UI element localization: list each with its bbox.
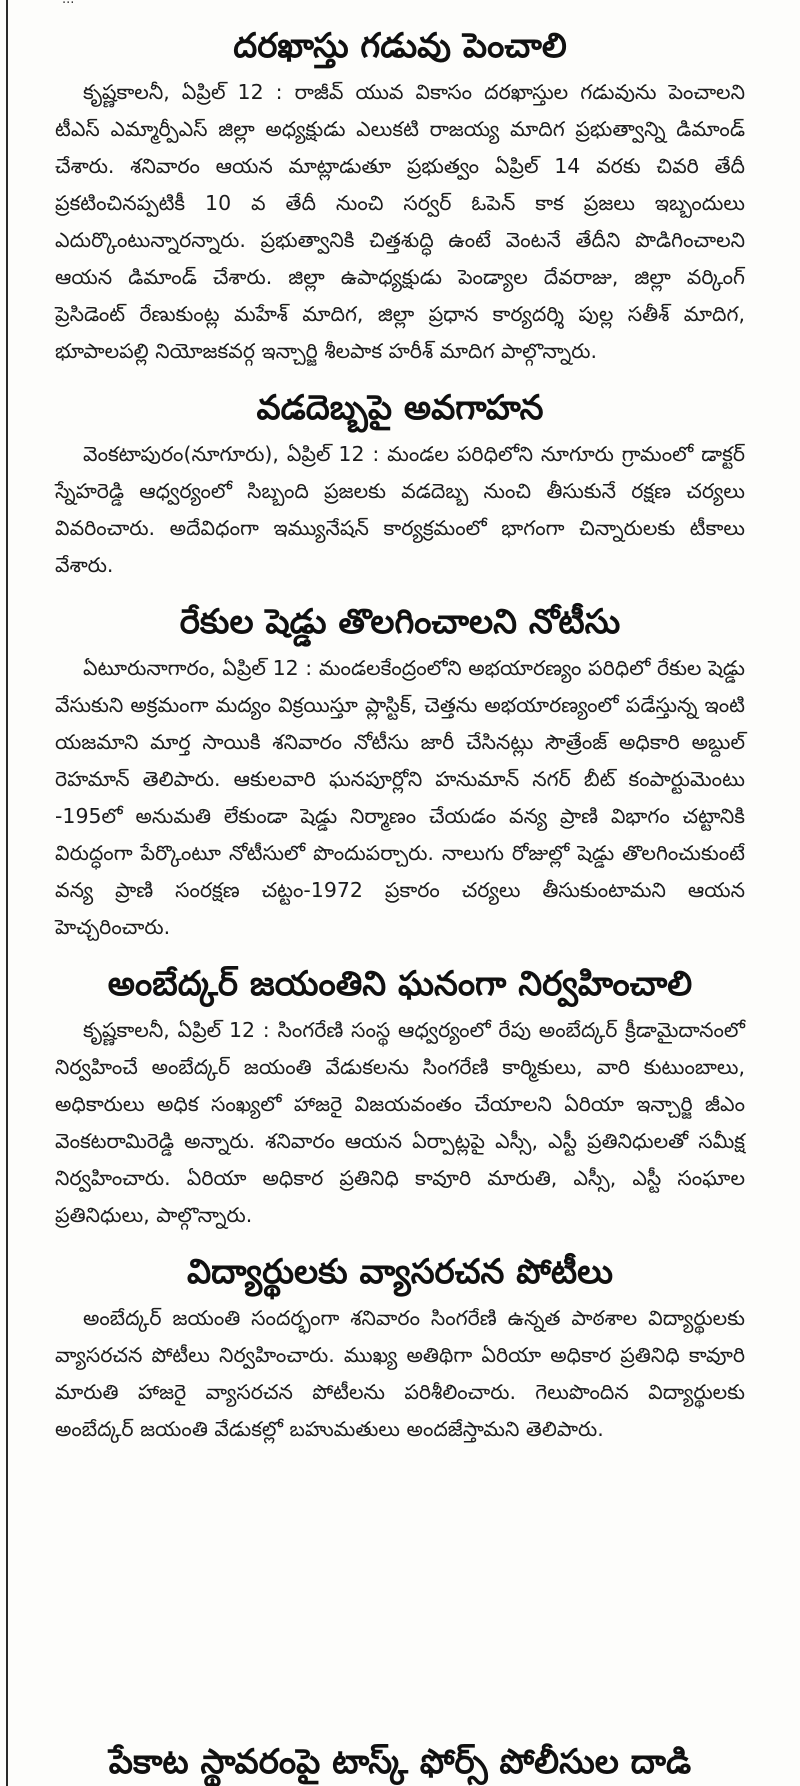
- article-application-deadline: [55, 18, 745, 370]
- article-ambedkar-jayanti: [55, 956, 745, 1234]
- article-body: కృష్ణకాలనీ, ఏప్రిల్ 12 : సింగరేణి సంస్థ ఆధ్వర్యంలో రేపు అంబేద్కర్ క్రీడామైదానంలో నిర్వహించే అంబేద్కర్ జయంతి వేడుకలను సింగరేణి కార్మికులు, వారి కుటుంబాలు, అధికారులు అధిక సంఖ్యలో హాజరై విజయవంతం చేయాలని ఏరియా ఇన్చార్జి జీఎం వెంకటరామిరెడ్డి అన్నారు. శనివారం ఆయన ఏర్పాట్లపై ఎస్సీ, ఎస్టీ ప్రతినిధులతో సమీక్ష నిర్వహించారు. ఏరియా అధికార ప్రతినిధి కావూరి మారుతి, ఎస్సీ, ఎస్టీ సంఘాల ప్రతినిధులు, పాల్గొన్నారు.: [55, 1018, 745, 1227]
- article-headline: రేకుల షెడ్డు తొలగించాలని నోటీసు: [179, 602, 621, 642]
- article-headline: అంబేద్కర్ జయంతిని ఘనంగా నిర్వహించాలి: [107, 964, 693, 1004]
- article-headline: విద్యార్థులకు వ్యాసరచన పోటీలు: [187, 1252, 613, 1292]
- column-rule: [6, 0, 8, 1786]
- cutoff-headline: పేకాట స్థావరంపై టాస్క్ ఫోర్స్ పోలీసుల దాడి: [108, 1742, 692, 1782]
- article-body: వెంకటాపురం(నూగూరు), ఏప్రిల్ 12 : మండల పరిధిలోని నూగూరు గ్రామంలో డాక్టర్ స్నేహరెడ్డి ఆధ్వర్యంలో సిబ్బంది ప్రజలకు వడదెబ్బ నుంచి తీసుకునే రక్షణ చర్యలు వివరించారు. అదేవిధంగా ఇమ్యునేషన్ కార్యక్రమంలో భాగంగా చిన్నారులకు టీకాలు వేశారు.: [55, 442, 745, 577]
- previous-article-fragment: [62, 0, 262, 8]
- cutoff-article: [55, 1732, 745, 1786]
- news-column: [55, 18, 745, 1458]
- article-essay-competition: [55, 1244, 745, 1448]
- article-headline: వడదెబ్బపై అవగాహన: [256, 388, 544, 428]
- article-headline: దరఖాస్తు గడువు పెంచాలి: [233, 26, 567, 66]
- article-body: ఏటూరునాగారం, ఏప్రిల్ 12 : మండలకేంద్రంలోని అభయారణ్యం పరిధిలో రేకుల షెడ్డు వేసుకుని అక్రమంగా మద్యం విక్రయిస్తూ ప్లాస్టిక్, చెత్తను అభయారణ్యంలో పడేస్తున్న ఇంటి యజమాని మార్త సాయికి శనివారం నోటీసు జారీ చేసినట్లు సౌత్రేంజ్ అధికారి అబ్దుల్ రెహమాన్ తెలిపారు. ఆకులవారి ఘనపూర్లోని హనుమాన్ నగర్ బీట్ కంపార్టుమెంటు -195లో అనుమతి లేకుండా షెడ్డు నిర్మాణం చేయడం వన్య ప్రాణి విభాగం చట్టానికి విరుద్ధంగా పేర్కొంటూ నోటీసులో పొందుపర్చారు. నాలుగు రోజుల్లో షెడ్డు తొలగించుకుంటే వన్య ప్రాణి సంరక్షణ చట్టం-1972 ప్రకారం చర్యలు తీసుకుంటామని ఆయన హెచ్చరించారు.: [55, 656, 745, 939]
- article-body: అంబేద్కర్ జయంతి సందర్భంగా శనివారం సింగరేణి ఉన్నత పాఠశాల విద్యార్థులకు వ్యాసరచన పోటీలు నిర్వహించారు. ముఖ్య అతిథిగా ఏరియా అధికార ప్రతినిధి కావూరి మారుతి హాజరై వ్యాసరచన పోటీలను పరిశీలించారు. గెలుపొందిన విద్యార్థులకు అంబేద్కర్ జయంతి వేడుకల్లో బహుమతులు అందజేస్తామని తెలిపారు.: [55, 1306, 745, 1441]
- article-heatstroke-awareness: [55, 380, 745, 584]
- article-body: కృష్ణకాలనీ, ఏప్రిల్ 12 : రాజీవ్ యువ వికాసం దరఖాస్తుల గడువును పెంచాలని టీఎస్ ఎమ్మార్పీఎస్ జిల్లా అధ్యక్షుడు ఎలుకటి రాజయ్య మాదిగ ప్రభుత్వాన్ని డిమాండ్ చేశారు. శనివారం ఆయన మాట్లాడుతూ ప్రభుత్వం ఏప్రిల్ 14 వరకు చివరి తేదీ ప్రకటించినప్పటికీ 10 వ తేదీ నుంచి సర్వర్ ఓపెన్ కాక ప్రజలు ఇబ్బందులు ఎదుర్కొంటున్నారన్నారు. ప్రభుత్వానికి చిత్తశుద్ధి ఉంటే వెంటనే తేదీని పొడిగించాలని ఆయన డిమాండ్ చేశారు. జిల్లా ఉపాధ్యక్షుడు పెండ్యాల దేవరాజు, జిల్లా వర్కింగ్ ప్రెసిడెంట్ రేణుకుంట్ల మహేశ్ మాదిగ, జిల్లా ప్రధాన కార్యదర్శి పుల్ల సతీశ్ మాదిగ, భూపాలపల్లి నియోజకవర్గ ఇన్చార్జి శీలపాక హరీశ్ మాదిగ పాల్గొన్నారు.: [55, 80, 745, 363]
- article-shed-removal-notice: [55, 594, 745, 946]
